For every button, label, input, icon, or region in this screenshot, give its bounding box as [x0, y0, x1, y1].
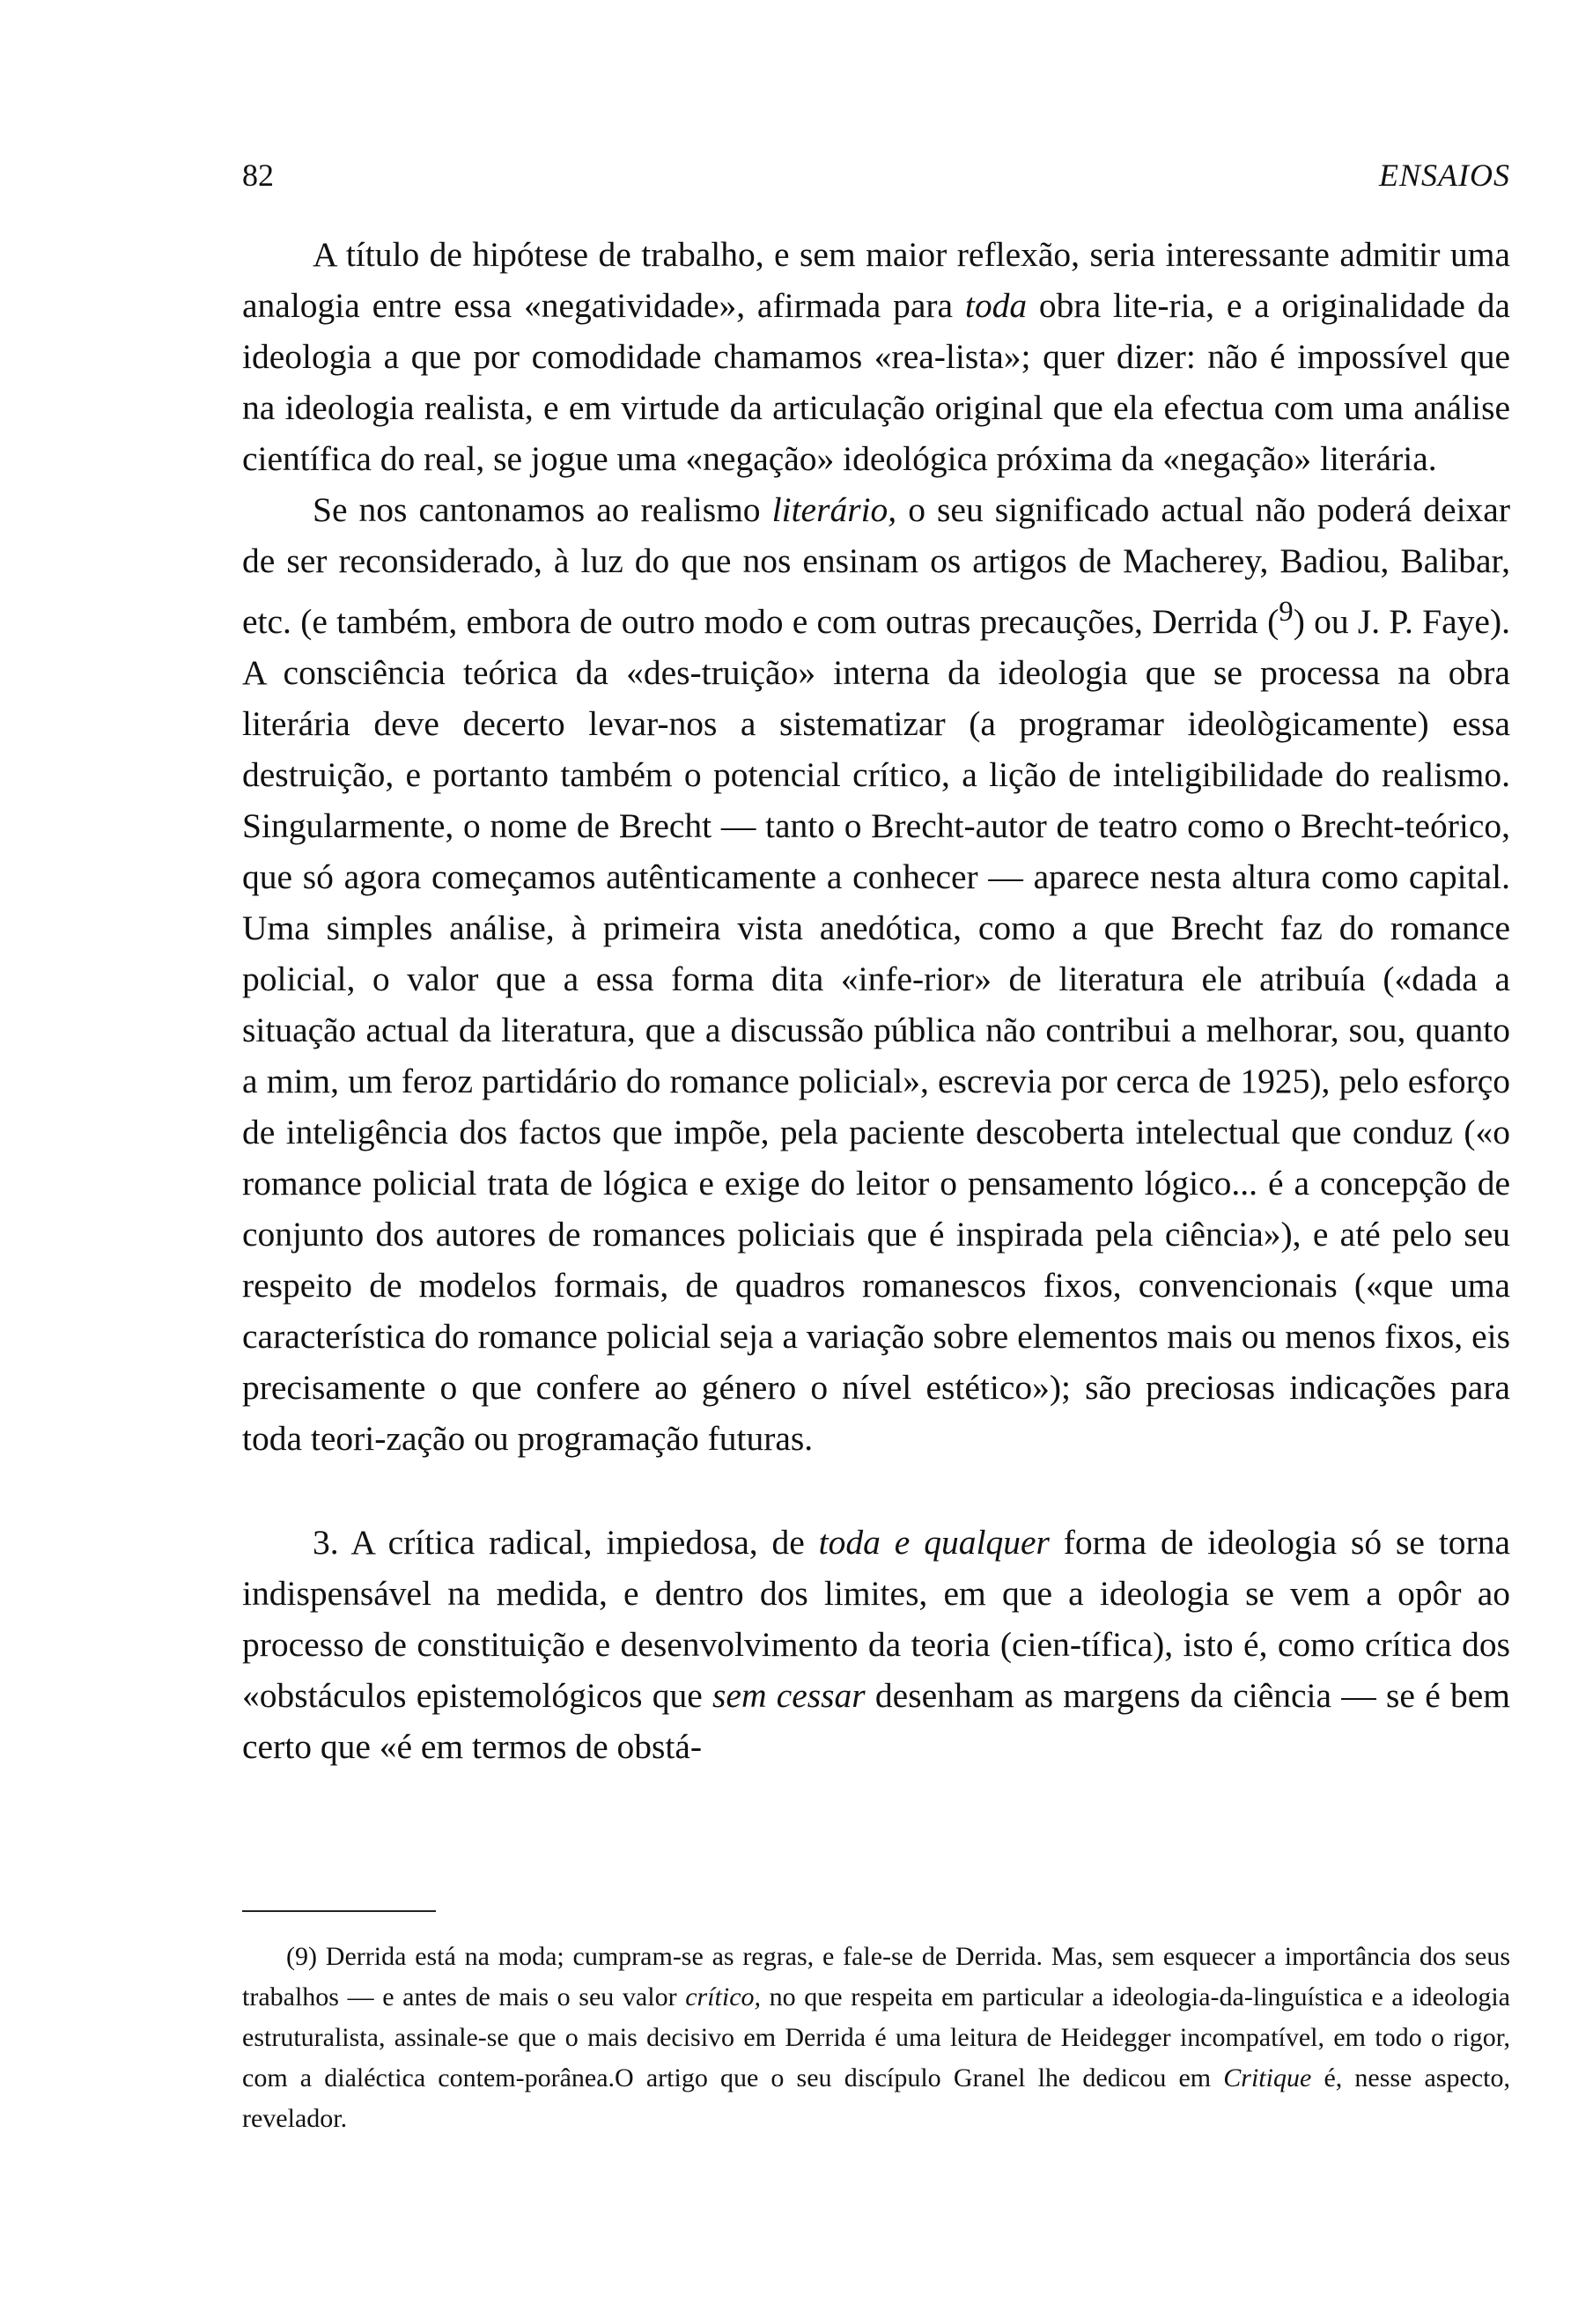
- italic-run: sem cessar: [712, 1676, 866, 1716]
- section-title: ENSAIOS: [1379, 158, 1510, 193]
- footnote-reference: 9: [1279, 596, 1294, 628]
- text-run: A título de hipótese de trabalho, e sem maior reflexão, seria interessante admitir uma analogia entre essa «negatividade», afirmada para: [242, 235, 1510, 325]
- italic-run: literário,: [771, 490, 897, 529]
- text-run: obra lite-ria, e a originalidade da ideologia a que por comodidade chamamos «rea-lista»; quer dizer: não é impossível que na ideologia realista, e em virtude da articulação original que ela efectua com uma análise científica do real, se jogue uma «negação» ideológica próxima da «negação» literária.: [242, 286, 1511, 478]
- italic-run: crítico,: [685, 1982, 762, 2011]
- paragraph-realism: [242, 484, 1510, 1464]
- italic-run: toda e qualquer: [818, 1523, 1050, 1563]
- text-run: no que respeita em particular a ideologia-da-linguística e a ideologia estruturalista, assinale-se que o mais decisivo em Derrida é uma leitura de Heidegger incompatível, em todo o rigor, com a dialéctica contem-porânea.O artigo que o seu discípulo Granel lhe dedicou em: [242, 1982, 1510, 2092]
- text-run: Derrida está na moda; cumpram-se as regras, e fale-se de Derrida. Mas, sem esquecer a importância dos seus trabalhos — e antes de mais o seu valor: [242, 1942, 1510, 2011]
- footnote-9: [242, 1937, 1510, 2139]
- footnote-rule: [242, 1910, 436, 1912]
- page-number: 82: [242, 158, 274, 193]
- footnote-marker: (9): [286, 1942, 317, 1971]
- text-run: forma de ideologia só se torna indispensável na medida, e dentro dos limites, em que a ideologia se vem a opôr ao processo de constituição e desenvolvimento da teoria (cien-tífica), isto é, como crítica dos «obstáculos epistemológicos que: [242, 1523, 1510, 1716]
- text-run: o seu significado actual não poderá deixar de ser reconsiderado, à luz do que nos ensinam os artigos de Macherey, Badiou, Balibar, etc. (e também, embora de outro modo e com outras precauções, Derrida (: [242, 490, 1510, 642]
- paragraph-section-3: [242, 1517, 1510, 1772]
- text-run: ) ou J. P. Faye). A consciência teórica da «des-truição» interna da ideologia que se processa na obra literária deve decerto levar-nos a sistematizar (a programar ideològicamente) essa destruição, e portanto também o potencial crítico, a lição de inteligibilidade do realismo. Singularmente, o nome de Brecht — tanto o Brecht-autor de teatro como o Brecht-teórico, que só agora começamos autênticamente a conhecer — aparece nesta altura como capital. Uma simples análise, à primeira vista anedótica, como a que Brecht faz do romance policial, o valor que a essa forma dita «infe-rior» de literatura ele atribuía («dada a situação actual da literatura, que a discussão pública não contribui a melhorar, sou, quanto a mim, um feroz partidário do romance policial», escrevia por cerca de 1925), pelo esforço de inteligência dos factos que impõe, pela paciente descoberta intelectual que conduz («o romance policial trata de lógica e exige do leitor o pensamento lógico... é a concepção de conjunto dos autores de romances policiais que é inspirada pela ciência»), e até pelo seu respeito de modelos formais, de quadros romanescos fixos, convencionais («que uma característica do romance policial seja a variação sobre elementos mais ou menos fixos, eis precisamente o que confere ao género o nível estético»); são preciosas indicações para toda teori-zação ou programação futuras.: [242, 602, 1510, 1459]
- text-run: Se nos cantonamos ao realismo: [313, 490, 772, 529]
- italic-run: Critique: [1223, 2063, 1312, 2092]
- text-run: é, nesse aspecto, revelador.: [242, 2063, 1510, 2133]
- footnotes: [242, 1937, 1510, 2139]
- text-run: desenham as margens da ciência — se é bem certo que «é em termos de obstá-: [242, 1676, 1511, 1767]
- body-text: [242, 229, 1510, 1772]
- italic-run: toda: [964, 286, 1028, 325]
- running-head: [242, 148, 1510, 201]
- paragraph-hypothesis: [242, 229, 1510, 484]
- text-run: 3. A crítica radical, impiedosa, de: [313, 1523, 819, 1563]
